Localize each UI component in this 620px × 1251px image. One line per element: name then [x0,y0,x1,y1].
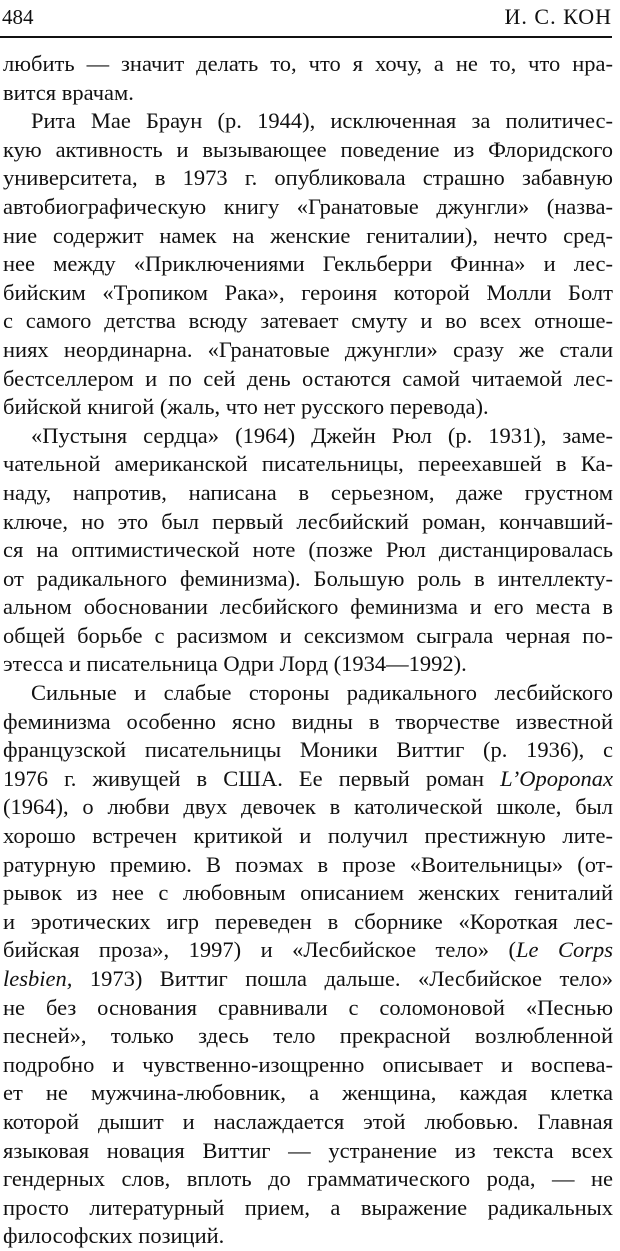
text-line: кую активность и вызывающее поведение из Флоридского [3,136,613,162]
text-line: этесса и писательница Одри Лорд (1934—1992). [3,651,467,677]
page-number: 484 [2,5,34,29]
running-head-author: И. С. КОН [504,4,612,29]
text-line: подробно и чувственно-изощренно описывает и воспева- [3,1051,613,1077]
text-line: нее между «Приключениями Гекльберри Финна» и лес- [3,251,613,277]
text-line: Рита Мае Браун (р. 1944), исключенная за политичес- [31,108,613,134]
text-line: Сильные и слабые стороны радикального лесбийского [31,680,613,706]
text-line: университета, в 1973 г. опубликовала страшно забавную [3,165,613,191]
text-line: общей борьбе с расизмом и сексизмом сыграла черная по- [3,622,613,648]
text-line: хорошо встречен критикой и получил престижную лите- [3,823,613,849]
text-line: не без основания сравнивали с соломоновой «Песнью [3,994,613,1020]
text-line: ние содержит намек на женские гениталии), нечто сред- [3,222,613,248]
text-line: ниях неординарна. «Гранатовые джунгли» сразу же стали [3,336,613,362]
text-line: французской писательницы Моники Виттиг (р. 1936), с [3,737,613,763]
text-line: наду, напротив, написана в серьезном, даже грустном [3,479,613,505]
text-line: бийская проза», 1997) и «Лесбийское тело» (Le Corps [3,937,613,963]
text-line: ратурную премию. В поэмах в прозе «Воительницы» (от- [3,851,613,877]
text-line: 1976 г. живущей в США. Ее первый роман L’Opoponax [3,765,613,791]
text-line: рывок из нее с любовным описанием женских гениталий [3,880,613,906]
text-line: ся на оптимистической ноте (позже Рюл дистанцировалась [3,537,613,563]
page-header [0,0,612,38]
text-line: философских позиций. [3,1223,225,1249]
text-line: ключе, но это был первый лесбийский роман, кончавший- [3,508,613,534]
text-line: автобиографическую книгу «Гранатовые джунгли» (назва- [3,193,613,219]
body-text [3,50,613,1251]
text-line: гендерных слов, вплоть до грамматического рода, — не [3,1166,613,1192]
text-line: lesbien, 1973) Виттиг пошла дальше. «Лесбийское тело» [3,966,613,991]
text-line: «Пустыня сердца» (1964) Джейн Рюл (р. 1931), заме- [31,422,613,448]
text-line: вится врачам. [3,79,134,105]
text-line: языковая новация Виттиг — устранение из текста всех [3,1137,613,1163]
text-line: (1964), о любви двух девочек в католической школе, был [3,794,613,820]
text-line: бестселлером и по сей день остаются самой читаемой лес- [3,365,613,391]
text-line: бийским «Тропиком Рака», героиня которой Молли Болт [3,279,613,305]
text-line: бийской книгой (жаль, что нет русского перевода). [3,394,489,420]
text-line: просто литературный прием, а выражение радикальных [3,1194,613,1220]
text-line: которой дышит и наслаждается этой любовью. Главная [3,1108,613,1134]
text-line: песней», только здесь тело прекрасной возлюбленной [3,1023,613,1049]
text-line: альном обосновании лесбийского феминизма и его места в [3,594,613,620]
text-line: феминизма особенно ясно видны в творчестве известной [3,708,613,734]
text-line: ет не мужчина-любовник, а женщина, каждая клетка [3,1080,613,1106]
text-line: любить — значит делать то, что я хочу, а не то, что нра- [3,51,613,76]
text-line: чательной американской писательницы, переехавшей в Ка- [3,451,613,477]
text-line: с самого детства всюду затевает смуту и во всех отноше- [3,308,613,334]
text-line: от радикального феминизма). Большую роль в интеллекту- [3,565,613,591]
text-line: и эротических игр переведен в сборнике «Короткая лес- [3,908,613,934]
